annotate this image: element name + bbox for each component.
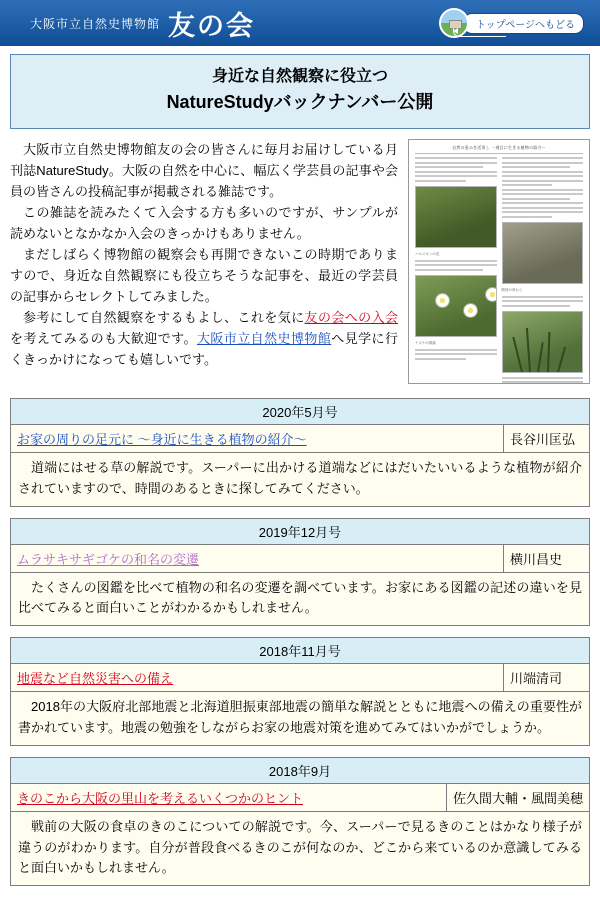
article-description-text: 道端にはせる草の解説です。スーパーに出かける道端などにはだいたいいるような植物が紹介されていますので、時間のあるときに探してみてください。 [18, 460, 582, 496]
article-description [11, 692, 589, 745]
intro-p4-post: へ見学に行くきっかけになっても嬉しいです。 [10, 331, 398, 368]
intro-title-box [10, 54, 590, 129]
article-author: 長谷川匡弘 [503, 425, 589, 452]
intro-p4-mid: を考えてみるのも大歓迎です。 [10, 331, 197, 347]
intro-text [10, 139, 398, 371]
thumbnail-photo-3 [502, 222, 584, 284]
article-issue: 2018年11月号 [11, 638, 589, 664]
article-card [10, 637, 590, 746]
thumbnail-photo-4 [502, 311, 584, 373]
article-card [10, 518, 590, 627]
article-description-text: 戦前の大阪の食卓のきのこについての解説です。今、スーパーで見るきのことはかなり様子が違うのがわかります。自分が普段食べるきのこが何なのか、どこから来ているのか意識してみると面白いかもしれません。 [18, 818, 582, 876]
article-title-link[interactable]: ムラサキサギゴケの和名の変遷 [17, 551, 200, 567]
thumbnail-caption-2: ナズナの群落 [415, 340, 436, 345]
article-card [10, 757, 590, 886]
article-title-link[interactable]: きのこから大阪の里山を考えるいくつかのヒント [17, 790, 304, 806]
article-issue: 2020年5月号 [11, 399, 589, 425]
intro-title-line2: NatureStudyバックナンバー公開 [166, 92, 434, 112]
article-title-row [11, 545, 589, 573]
article-description [11, 812, 589, 885]
article-author: 川端清司 [503, 664, 589, 691]
article-issue: 2018年9月 [11, 758, 589, 784]
article-description-text: たくさんの図鑑を比べて植物の和名の変遷を調べています。お家にある図鑑の記述の違いを見比べてみると面白いことがわかるかもしれません。 [18, 579, 582, 616]
article-description-text: 2018年の大阪府北部地震と北海道胆振東部地震の簡単な解説とともに地震への備えの重要性が書かれています。地震の勉強をしながらお家の地震対策を進めてみてはいかがでしょうか。 [18, 699, 582, 735]
thumbnail-caption-3: 路傍の草むら [501, 287, 523, 292]
intro-paragraph-4 [10, 307, 398, 370]
article-author: 横川昌史 [503, 545, 589, 572]
museum-site-link[interactable]: 大阪市立自然史博物館 [196, 331, 332, 347]
article-title-row [11, 425, 589, 453]
thumbnail-caption-1: ハルジオンの花 [415, 251, 440, 256]
museum-name: 大阪市立自然史博物館 [30, 16, 161, 31]
thumbnail-header-text: 自然の恵みを活用し 一週目に生きる植物の紹介ー [415, 145, 583, 154]
top-page-link-label[interactable]: トップページへもどる [463, 13, 584, 34]
article-title-row [11, 784, 589, 812]
article-card [10, 398, 590, 507]
thumbnail-column-left [415, 157, 497, 384]
thumbnail-photo-1 [415, 186, 497, 248]
article-title-link[interactable]: お家の周りの足元に ～身近に生きる植物の紹介～ [17, 432, 307, 447]
join-friends-link[interactable]: 友の会への入会 [304, 310, 398, 326]
article-author: 佐久間大輔・風間美穂 [446, 784, 589, 811]
thumbnail-column-right [502, 157, 584, 384]
article-title-link[interactable]: 地震など自然災害への備え [17, 671, 174, 687]
magazine-page-thumbnail[interactable] [408, 139, 590, 384]
intro-paragraph-2: この雑誌を読みたくて入会する方も多いのですが、サンプルが読めないとなかなか入会のきっかけもありません。 [10, 205, 398, 242]
intro-title-line1: 身近な自然観察に役立つ [211, 68, 388, 85]
site-logo: 友の会 [168, 10, 256, 41]
article-title-row [11, 664, 589, 692]
intro-p4-pre: 参考にして自然観察をするもよし、これを気に [23, 310, 305, 326]
intro-paragraph-3: まだしばらく博物館の観察会も再開できないこの時期でありますので、身近な自然観察にも役立ちそうな記事を、最近の学芸員の記事からセレクトしてみました。 [10, 247, 398, 305]
intro-body [10, 139, 590, 384]
thumbnail-photo-2 [415, 275, 497, 337]
top-page-link[interactable] [439, 7, 584, 39]
article-description [11, 573, 589, 626]
article-issue: 2019年12月号 [11, 519, 589, 545]
article-description [11, 453, 589, 506]
page-content [0, 46, 600, 886]
thumbnail-columns [415, 157, 583, 384]
intro-paragraph-1: 大阪市立自然史博物館友の会の皆さんに毎月お届けしている月刊誌NatureStudy。大阪の自然を中心に、幅広く学芸員の記事や会員の皆さんの投稿記事が掲載される雑誌です。 [10, 142, 398, 200]
back-arrow-icon [453, 28, 506, 37]
site-header [0, 0, 600, 46]
